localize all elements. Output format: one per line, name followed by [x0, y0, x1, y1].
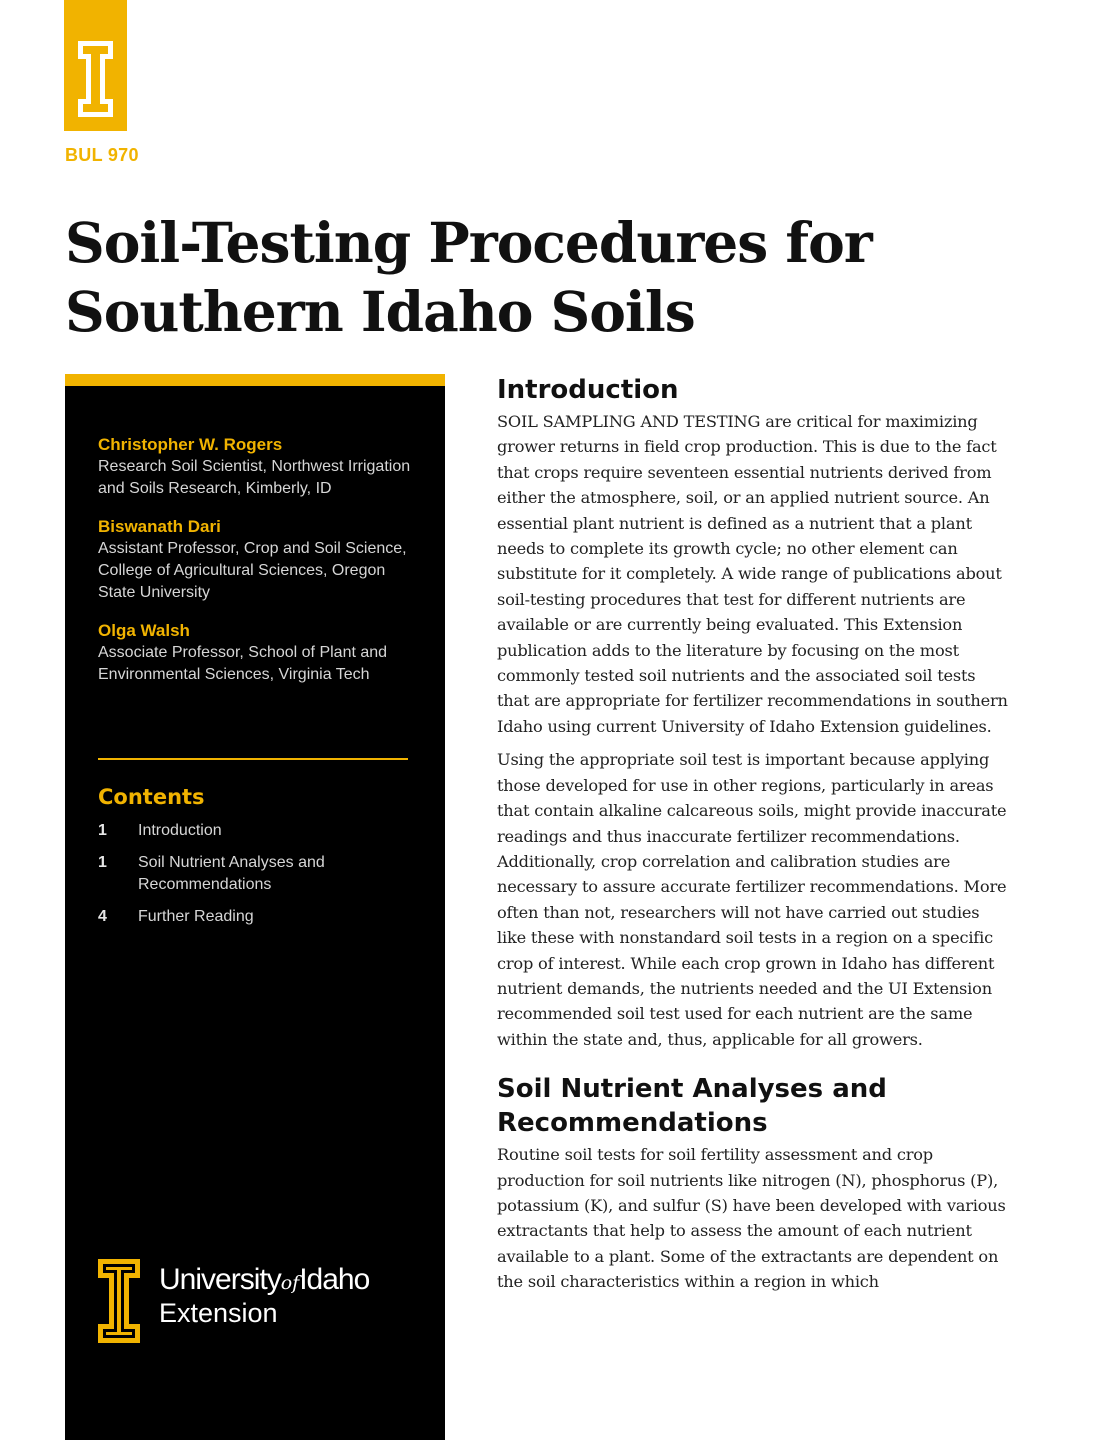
- contents-heading: Contents: [98, 785, 205, 809]
- author-entry: [98, 434, 418, 500]
- header-logo-tab: [64, 0, 127, 131]
- university-name-end: Idaho: [299, 1263, 370, 1296]
- sidebar-divider: [98, 758, 408, 760]
- university-name-main: University: [159, 1263, 281, 1296]
- introduction-heading: Introduction: [497, 375, 679, 405]
- toc-page-number: 1: [98, 854, 107, 871]
- toc-item-introduction[interactable]: [98, 820, 418, 842]
- toc-page-number: 4: [98, 908, 107, 925]
- title-line-1: Soil-Testing Procedures for: [65, 210, 872, 275]
- soil-nutrient-heading-line-1: Soil Nutrient Analyses and: [497, 1074, 887, 1105]
- university-name: [159, 1264, 369, 1299]
- author-role: Assistant Professor, Crop and Soil Science, College of Agricultural Sciences, Oregon State University: [98, 540, 407, 601]
- author-name: Biswanath Dari: [98, 517, 221, 536]
- author-role: Research Soil Scientist, Northwest Irrigation and Soils Research, Kimberly, ID: [98, 458, 411, 497]
- soil-nutrient-paragraph-1: Routine soil tests for soil fertility assessment and crop production for soil nutrients like nitrogen (N), phosphorus (P), potassium (K), and sulfur (S) have been developed with various extractants that help to assess the amount of each nutrient available to a plant. Some of the extractants are dependent on the soil characteristics within a region in which: [497, 1145, 1006, 1292]
- author-list: [98, 434, 418, 702]
- toc-label: Soil Nutrient Analyses and Recommendations: [138, 854, 325, 893]
- author-role: Associate Professor, School of Plant and Environmental Sciences, Virginia Tech: [98, 644, 388, 683]
- bulletin-number: BUL 970: [65, 145, 139, 165]
- toc-label: Introduction: [138, 822, 222, 839]
- title-line-2: Southern Idaho Soils: [65, 279, 695, 344]
- table-of-contents: [98, 820, 418, 938]
- toc-label: Further Reading: [138, 908, 254, 925]
- university-extension-logo: [97, 1258, 370, 1349]
- author-entry: [98, 516, 418, 604]
- block-i-logo-icon: [77, 40, 114, 118]
- soil-nutrient-heading: [497, 1072, 1012, 1140]
- toc-item-further-reading[interactable]: [98, 906, 418, 928]
- page-title: [65, 208, 965, 346]
- university-name-of: of: [280, 1272, 300, 1294]
- author-entry: [98, 620, 418, 686]
- author-sidebar: [65, 374, 445, 1440]
- author-name: Olga Walsh: [98, 621, 190, 640]
- introduction-paragraph-2: Using the appropriate soil test is important because applying those developed for use in other regions, particularly in areas that contain alkaline calcareous soils, might provide inaccurate readings and thus inaccurate fertilizer recommendations. Additionally, crop correlation and calibration studies are necessary to assure accurate fertilizer recommendations. More often than not, researchers will not have carried out studies like these with nonstandard soil tests in a region on a specific crop of interest. While each crop grown in Idaho has different nutrient demands, the nutrients needed and the UI Extension recommended soil test used for each nutrient are the same within the state and, thus, applicable for all growers.: [497, 750, 1007, 1049]
- block-i-logo-icon: [97, 1258, 141, 1344]
- author-name: Christopher W. Rogers: [98, 435, 283, 454]
- soil-nutrient-heading-line-2: Recommendations: [497, 1108, 768, 1139]
- introduction-paragraph-1: SOIL SAMPLING AND TESTING are critical for maximizing grower returns in field crop production. This is due to the fact that crops require seventeen essential nutrients derived from either the atmosphere, soil, or an applied nutrient source. An essential plant nutrient is defined as a nutrient that a plant needs to complete its growth cycle; no other element can substitute for it completely. A wide range of publications about soil-testing procedures that test for different nutrients are available or are currently being evaluated. This Extension publication adds to the literature by focusing on the most commonly tested soil nutrients and the associated soil tests that are appropriate for fertilizer recommendations in southern Idaho using current University of Idaho Extension guidelines.: [497, 412, 1008, 736]
- extension-label: Extension: [159, 1298, 278, 1328]
- toc-page-number: 1: [98, 822, 107, 839]
- toc-item-soil-nutrient-analyses[interactable]: [98, 852, 418, 896]
- main-content: [497, 373, 1012, 1303]
